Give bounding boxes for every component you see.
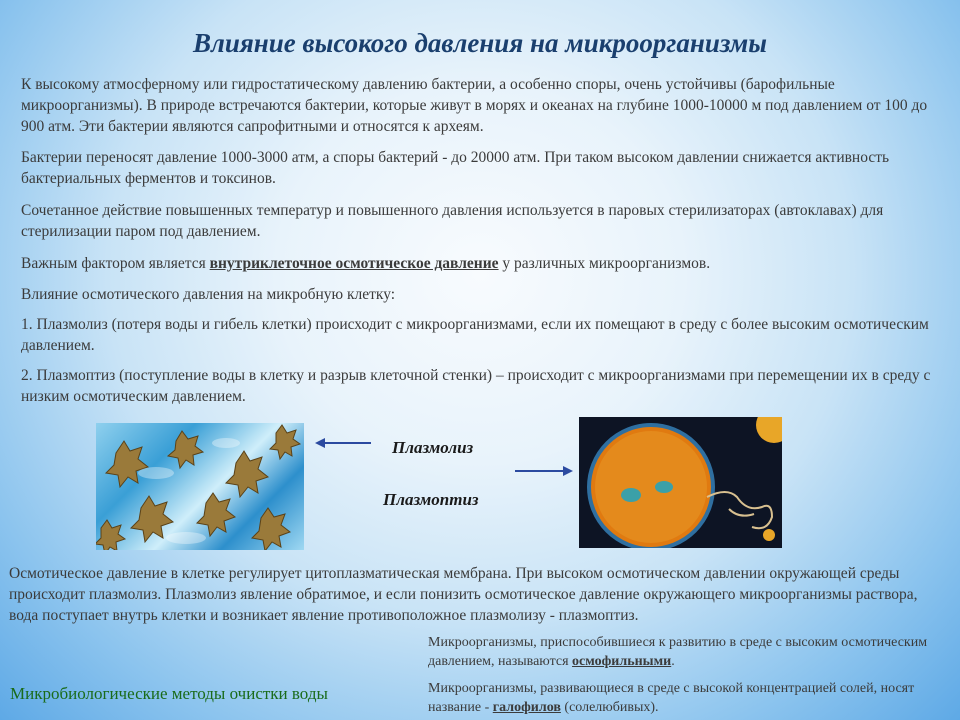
- halophilic-start: Микроорганизмы, развивающиеся в среде с высокой концентрацией солей, носят название -: [428, 681, 915, 715]
- arrow-left-icon: [315, 436, 371, 450]
- caption-plasmoptysis: Плазмоптиз: [383, 490, 479, 509]
- plasmoptysis-image: [579, 417, 782, 548]
- osmotic-pressure-term: внутриклеточное осмотическое давление: [209, 255, 499, 272]
- paragraph-plasmolysis: 1. Плазмолиз (потеря воды и гибель клетки) происходит с микроорганизмами, если их помещают в среду с более высоким осмотическим давлением.: [21, 316, 929, 354]
- paragraph-osmotic-factor: [21, 253, 941, 274]
- osmophilic-end: .: [671, 654, 675, 669]
- paragraph-autoclave: Сочетанное действие повышенных температур и повышенного давления используется в паровых стерилизаторах (автоклавах) для стерилизации паром под давлением.: [21, 202, 884, 240]
- paragraph-barophilic: К высокому атмосферному или гидростатическому давлению бактерии, а особенно споры, очень устойчивы (барофильные микроорганизмы). В природе встречаются бактерии, которые живут в морях и океанах на глубине 1000-10000 м под давлением от 100 до 900 атм. Эти бактерии являются сапрофитными и относятся к археям.: [21, 76, 928, 135]
- osmophilic-term: осмофильными: [572, 654, 672, 669]
- water-treatment-link[interactable]: Микробиологические методы очистки воды: [10, 684, 328, 703]
- osmotic-factor-end: у различных микроорганизмов.: [498, 255, 711, 272]
- note-osmophilic: [428, 633, 948, 671]
- plasmolysis-image: [96, 423, 304, 550]
- paragraph-pressure-tolerance: Бактерии переносят давление 1000-3000 атм, а споры бактерий - до 20000 атм. При таком высоком давлении снижается активность бактериальных ферментов и токсинов.: [21, 149, 890, 187]
- caption-plasmolysis: Плазмолиз: [392, 438, 474, 457]
- slide-title: Влияние высокого давления на микроорганизмы: [193, 28, 767, 58]
- arrow-right-icon: [515, 464, 573, 478]
- note-halophilic: [428, 679, 948, 717]
- osmophilic-start: Микроорганизмы, приспособившиеся к развитию в среде с высоким осмотическим давлением, называются: [428, 635, 928, 669]
- halophilic-end: (солелюбивых).: [560, 700, 659, 715]
- halophilic-term: галофилов: [492, 700, 561, 715]
- paragraph-osmotic-influence: Влияние осмотического давления на микробную клетку:: [21, 286, 396, 303]
- paragraph-membrane-regulation: Осмотическое давление в клетке регулирует цитоплазматическая мембрана. При высоком осмотическом давлении окружающей среды происходит плазмолиз. Плазмолиз явление обратимое, и если понизить осмотическое давление окружающего микроорганизмы раствора, вода поступает внутрь клетки и возникает явление противоположное плазмолизу - плазмоптиз.: [9, 565, 918, 624]
- osmotic-factor-start: Важным фактором является: [21, 255, 210, 272]
- paragraph-plasmoptysis: 2. Плазмоптиз (поступление воды в клетку и разрыв клеточной стенки) – происходит с микроорганизмами при перемещении их в среду с низким осмотическим давлением.: [21, 367, 931, 405]
